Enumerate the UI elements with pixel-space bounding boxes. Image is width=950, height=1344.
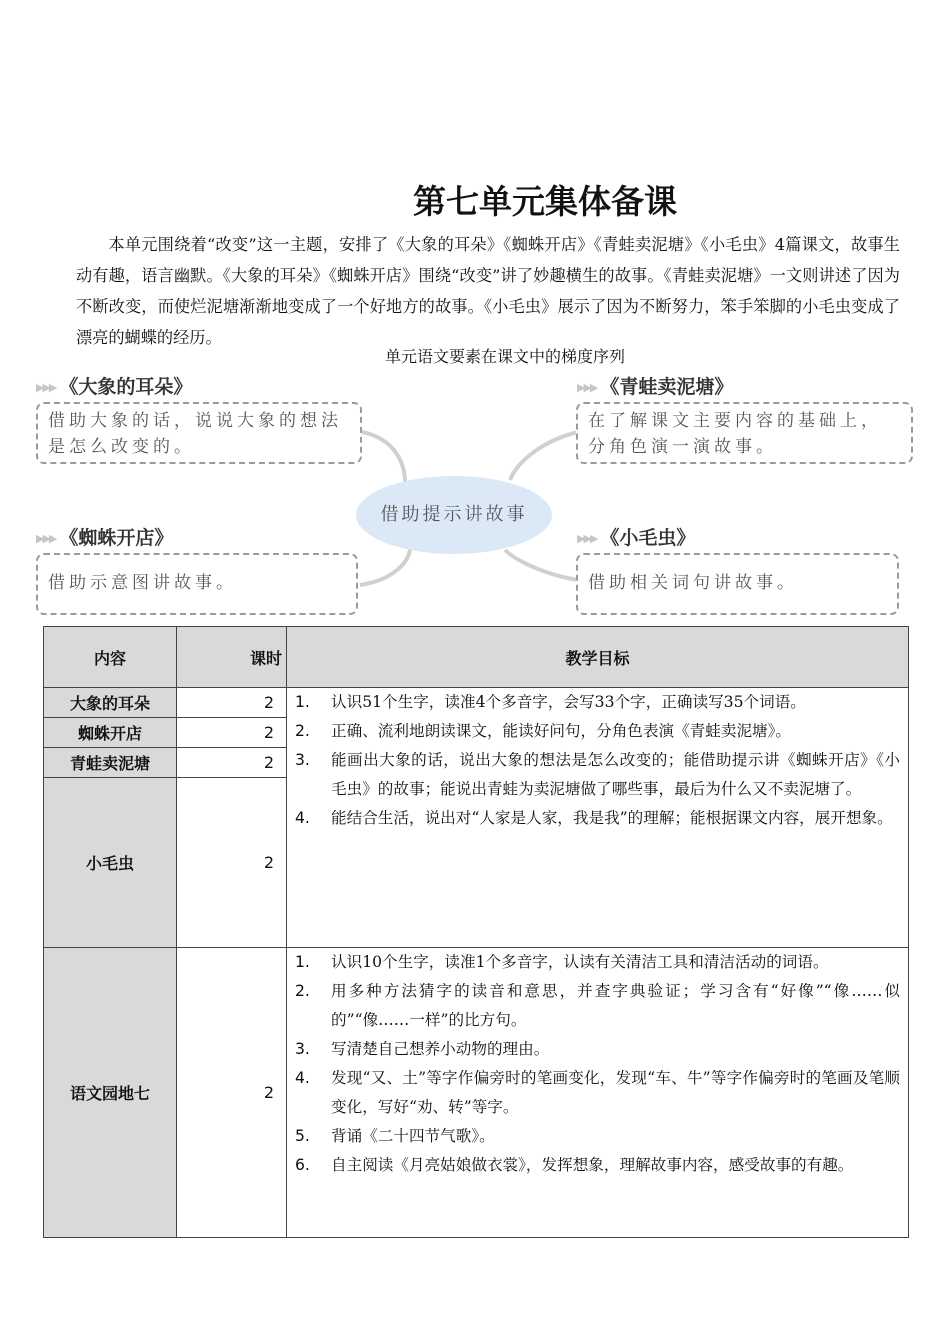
header-hours: 课时 [177,627,287,688]
lesson-hours: 2 [177,718,287,748]
lesson-hours: 2 [177,778,287,948]
lesson-hours: 2 [177,688,287,718]
lesson-name: 青蛙卖泥塘 [44,748,177,778]
goals-cell [287,688,909,948]
teaching-plan-table [43,626,909,1238]
mindmap-node-title: ▶▶▶ 《小毛虫》 [577,527,696,549]
mindmap-node-title: ▶▶▶ 《蜘蛛开店》 [36,527,174,549]
header-content: 内容 [44,627,177,688]
list-item: 6. 自主阅读《月亮姑娘做衣裳》，发挥想象，理解故事内容，感受故事的有趣。 [295,1156,854,1174]
list-item: 4. 发现“又、土”等字作偏旁时的笔画变化，发现“车、牛”等字作偏旁时的笔画及笔顺变化，写好“劝、转”等字。 [295,1069,900,1116]
mindmap-node-box: 在了解课文主要内容的基础上，分角色演一演故事。 [576,402,913,464]
mindmap-node-title: ▶▶▶ 《大象的耳朵》 [36,376,193,398]
table-row [44,688,909,718]
goals-cell [287,948,909,1238]
list-item: 3. 能画出大象的话，说出大象的想法是怎么改变的；能借助提示讲《蜘蛛开店》《小毛虫》的故事；能说出青蛙为卖泥塘做了哪些事，最后为什么又不卖泥塘了。 [295,751,900,798]
mindmap-node-box: 借助大象的话，说说大象的想法是怎么改变的。 [36,402,362,464]
list-item: 2. 用多种方法猜字的读音和意思，并查字典验证；学习含有“好像”“像……似的”“像……一样”的比方句。 [295,982,900,1029]
lesson-hours: 2 [177,748,287,778]
list-item: 5. 背诵《二十四节气歌》。 [295,1127,495,1145]
goals-list [287,688,908,833]
header-goals: 教学目标 [287,627,909,688]
list-item: 3. 写清楚自己想养小动物的理由。 [295,1040,550,1058]
list-item: 2. 正确、流利地朗读课文，能读好问句，分角色表演《青蛙卖泥塘》。 [295,722,792,740]
mindmap-node-title: ▶▶▶ 《青蛙卖泥塘》 [577,376,734,398]
goals-list [287,948,908,1180]
triple-arrow-icon: ▶▶▶ [577,381,597,394]
lesson-name: 小毛虫 [44,778,177,948]
mindmap-subtitle: 单元语文要素在课文中的梯度序列 [384,347,625,366]
triple-arrow-icon: ▶▶▶ [577,532,597,545]
mindmap-node-box: 借助相关词句讲故事。 [576,553,899,615]
intro-paragraph: 本单元围绕着“改变”这一主题，安排了《大象的耳朵》《蜘蛛开店》《青蛙卖泥塘》《小毛虫》4篇课文，故事生动有趣，语言幽默。《大象的耳朵》《蜘蛛开店》围绕“改变”讲了妙趣横生的故事。《青蛙卖泥塘》一文则讲述了因为不断改变，而使烂泥塘渐渐地变成了一个好地方的故事。《小毛虫》展示了因为不断努力，笨手笨脚的小毛虫变成了漂亮的蝴蝶的经历。 [76,235,900,347]
table-header-row [44,627,909,688]
page-title: 第七单元集体备课 [413,182,677,221]
lesson-name: 大象的耳朵 [44,688,177,718]
triple-arrow-icon: ▶▶▶ [36,532,56,545]
triple-arrow-icon: ▶▶▶ [36,381,56,394]
mindmap-node-box: 借助示意图讲故事。 [36,553,358,615]
lesson-name: 语文园地七 [44,948,177,1238]
list-item: 4. 能结合生活，说出对“人家是人家，我是我”的理解；能根据课文内容，展开想象。 [295,809,893,827]
table-row [44,948,909,1238]
mindmap-center: 借助提示讲故事 [356,476,552,554]
lesson-name: 蜘蛛开店 [44,718,177,748]
list-item: 1. 认识51个生字，读准4个多音字，会写33个字，正确读写35个词语。 [295,693,806,711]
lesson-hours: 2 [177,948,287,1238]
list-item: 1. 认识10个生字，读准1个多音字，认读有关清洁工具和清洁活动的词语。 [295,953,829,971]
